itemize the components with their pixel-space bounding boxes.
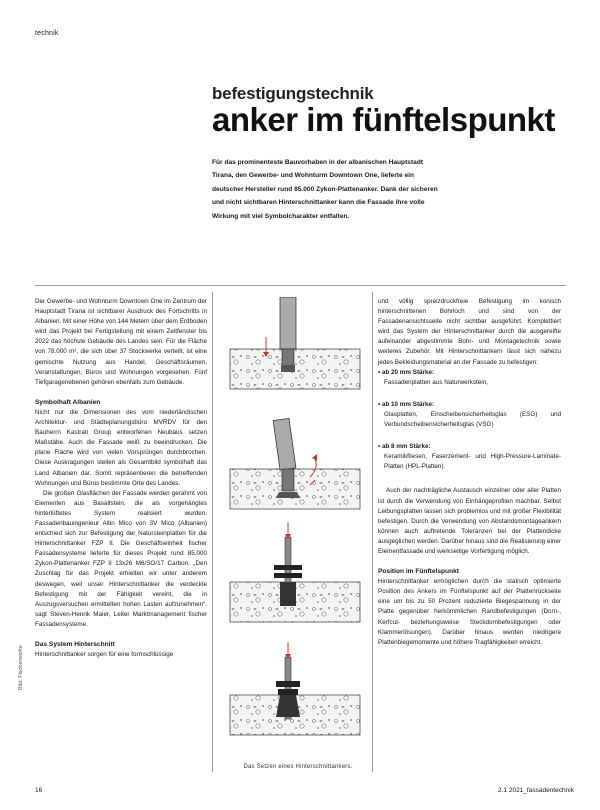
bullet-text: Fassadenplatten aus Naturwerkstein, xyxy=(384,378,488,386)
paragraph: Hinterschnittanker ermöglichen durch die statisch optimierte Position des Ankers im Fünftelspunkt auf der Plattenrückseite eine um bis zu 50 Prozent reduzierte Biegespannung in der Platte gegenüber herkömmlichen Randbefestigungen (Dorn-, Kerfcut- beziehungsweise Steckdornbefestigungen oder Klammerlösungen). Darüber hinaus werden niedrigere Plattenbiegemomente und höhere Tragfähigkeiten erreicht. xyxy=(378,578,561,646)
step-drilling xyxy=(230,297,360,389)
section-label: technik xyxy=(35,30,59,37)
paragraph: und völlig spreizdruckfreie Befestigung im konisch hinterschnittenen Bohrloch und sind von der Fassadenansichtsseite nicht sichtbar ausgeführt. Komplettiert wird das System der Hinterschnittanker durch die ausgereifte aufeinander abgestimmte Bohr- und Montagetechnik sowie weiteres Zubehör. Mit Hinterschnittankern lässt sich nahezu jedes Bekleidungsmaterial an der Fassade zu befestigen: xyxy=(378,298,561,366)
paragraph: Der Gewerbe- und Wohnturm Downtown One im Zentrum der Hauptstadt Tirana ist sichtbarer Ausdruck des Fortschritts in Albanien. Mit einer Höhe von 144 Metern über dem Erdboden wird das Projekt bei Fertigstellung mit einem Zeitfenster bis 2022 das höchste Gebäude des Landes sein. Für die Fläche von 78.000 m², die sich über 37 Stockwerke verteilt, ist eine gemischte Nutzung aus Handel, Geschäftsräumen, Veranstaltungen, Büros und Wohnungen vorgesehen. Fünf Tiefgaragenebenen gehören ebenfalls zum Gebäude. xyxy=(35,298,207,386)
issue-label: 2.1 2021_fassadentechnik xyxy=(498,787,574,794)
bullet-heading: • ab 10 mm Stärke: xyxy=(378,400,435,408)
paragraph: Nicht nur die Dimensionen des vom niederländischen Architektur- und Städteplanungsbüro MVRDV für den Bauherrn Kastrati Group entworfenen Neubaus setzen Maßstäbe. Auch die Fassade weiß zu beeindrucken. Die plane Fläche wird von vielen Vorsprüngen durchbrochen. Diese Auskragungen stellen als Gesamtbild symbolhaft das Land Albanien dar. Somit repräsentieren die betreffenden Wohnungen und Büros bestimmte Orte des Landes. xyxy=(35,408,207,487)
anchor-illustration xyxy=(222,297,368,755)
step-undercutting xyxy=(230,418,360,509)
paragraph: Hinterschnittanker sorgen für eine formschlüssige xyxy=(35,651,174,659)
column-divider xyxy=(212,292,213,772)
subheading: Das System Hinterschnitt xyxy=(35,641,115,648)
article-column-1 xyxy=(35,297,207,660)
paragraph: Die großen Glasflächen der Fassade werden gerahmt von Elementen aus Basaltstein, die als vorgehängtes hinterlüftetes System realisiert wurden. Fassadenbauingenieur Altin Mico von 3V Mico (Albanien) entschied sich zur Befestigung der Natursteinplatten für die Hinterschnittanker FZP II. Die Geschäftseinheit fischer Fassadensysteme lieferte für dieses Projekt rund 85.000 Zykon-Plattenanker FZP II 13x26 M6/SO/17 Carbon. „Den Zuschlag für das Projekt erhielten wir unter anderem deswegen, weil unser Hinterschnittanker die verdeckte Befestigung mit der Fähigkeit vereint, die in Auszugsversuchen ermittelten hohen Lasten aufzunehmen“, sagt Steven-Henrik Maier, Leiter Marktmanagement fischer Fassadensysteme. xyxy=(35,489,207,628)
column-divider xyxy=(372,292,373,772)
bullet-text: Glasplatten, Einscheibensicherheitsglas (ESG) und Verbundscheibensicherheitsglas (VSG) xyxy=(384,410,561,429)
subheading: Symbolhaft Albanien xyxy=(35,398,101,406)
bullet-text: Keramikfliesen, Faserzement- und High-Pressure-Laminate-Platten (HPL-Platten). xyxy=(384,453,561,471)
paragraph: Auch der nachträgliche Austausch einzelner oder aller Platten ist durch die Verwendung von Einhängeprofilen machbar. Selbst Leibungsplatten lassen sich problemlos und mit großer Flexibilität befestigen. Durch die Verwendung von Abstandsmontageankern können auch auftretende Toleranzen bei der Plattendicke ausgeglichen werden. Darüber hinaus sind die Realisierung einer Elementfassade und werkseitige Vorfertigung möglich. xyxy=(378,487,561,555)
article-column-3 xyxy=(378,297,561,648)
article-kicker: befestigungstechnik xyxy=(212,84,374,103)
horizontal-rule xyxy=(35,285,566,286)
article-lead: Für das prominenteste Bauvorhaben in der albanischen Hauptstadt Tirana, den Gewerbe- und Wohnturm Downtown One, lieferte ein deutscher Hersteller rund 85.000 Zykon-Plattenanker. Dank der sicheren und nicht sichtbaren Hinterschnittanker kann die Fassade ihre volle Wirkung mit viel Symbolcharakter entfalten. xyxy=(212,159,438,220)
step-anchor-insert xyxy=(230,522,360,622)
photo-credit: Bild: Fischerwerke xyxy=(18,645,24,690)
step-anchor-set xyxy=(230,642,360,735)
bullet-heading: • ab 8 mm Stärke: xyxy=(378,443,431,451)
figure-caption: Das Setzen eines Hinterschnittankers. xyxy=(243,764,353,770)
subheading: Position im Fünftelspunkt xyxy=(378,568,459,576)
article-title: anker im fünftelspunkt xyxy=(212,101,555,138)
bullet-heading: • ab 20 mm Stärke: xyxy=(378,368,435,376)
page-number: 16 xyxy=(35,787,43,794)
